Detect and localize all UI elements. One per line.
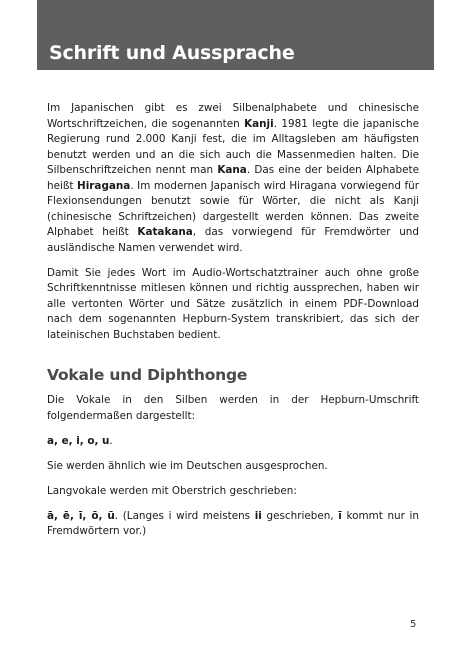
chapter-title: Schrift und Aussprache — [49, 42, 295, 64]
page-number: 5 — [410, 619, 417, 630]
vowel-list: a, e, i, o, u. — [47, 434, 113, 447]
vowels-paragraph-1: Die Vokale in den Silben werden in der Hepburn-Umschrift folgendermaßen dargestellt: — [47, 394, 419, 422]
section-heading-vowels: Vokale und Diphthonge — [47, 366, 248, 384]
term-kana: Kana — [217, 164, 247, 176]
vowels-paragraph-3: Langvokale werden mit Oberstrich geschrieben: — [47, 484, 297, 497]
intro-paragraph-2: Damit Sie jedes Wort im Audio-Wortschatztrainer auch ohne große Schriftkenntnisse mitlesen können und richtig aussprechen, haben wir alle vertonten Wörter und Sätze zusätzlich in einem PDF-Download nach dem sogenannten Hepburn-System transkribiert, das sich der lateinischen Buchstaben bedient. — [47, 266, 419, 341]
term-katakana: Katakana — [137, 226, 193, 238]
page-content — [47, 101, 419, 549]
term-kanji: Kanji — [244, 117, 274, 130]
chapter-header-bar — [37, 0, 434, 70]
vowels-paragraph-2: Sie werden ähnlich wie im Deutschen ausgesprochen. — [47, 459, 328, 472]
intro-paragraph-1: Im Japanischen gibt es zwei Silbenalphabete und chinesische Wortschriftzeichen, die sogenannten Kanji. 1981 legte die japanische Regierung rund 2.000 Kanji fest, die im Alltagsleben am häufigsten benutzt werden und an die sich auch die Massenmedien halten. Die Silbenschriftzeichen nennt man Kana. Das eine der beiden Alphabete heißt Hiragana. Im modernen Japanisch wird Hiragana vorwiegend für Flexionsendungen benutzt sowie für Wörter, die nicht als Kanji (chinesische Schriftzeichen) dargestellt werden können. Das zweite Alphabet heißt Katakana, das vorwiegend für Fremdwörter und ausländische Namen verwendet wird. — [47, 102, 420, 254]
term-hiragana: Hiragana — [77, 179, 131, 192]
long-vowel-list: ā, ē, ī, ō, ū. (Langes i wird meistens ii geschrieben, ī kommt nur in Fremdwörtern vor.) — [47, 509, 420, 537]
